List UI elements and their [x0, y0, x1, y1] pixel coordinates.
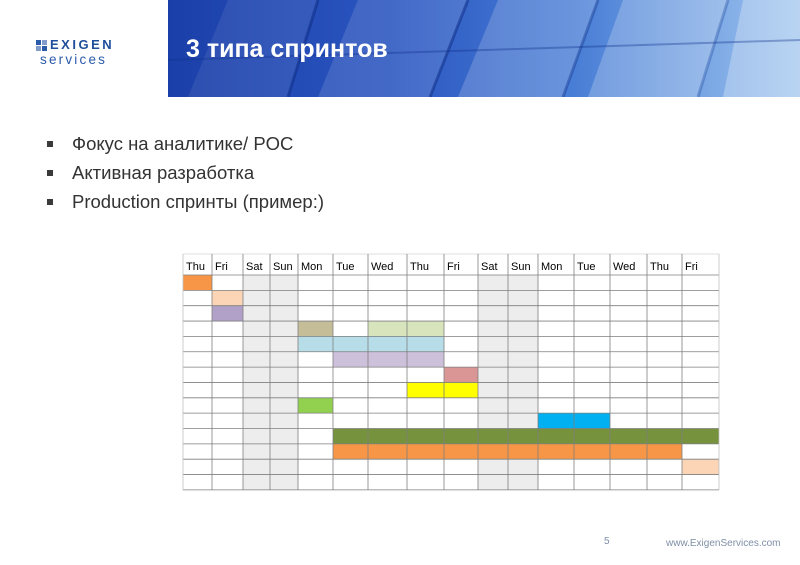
- bullet-item: Активная разработка: [44, 158, 324, 187]
- day-header-label: Tue: [336, 261, 355, 273]
- sprint-task-block: [368, 321, 444, 336]
- bullet-item: Production спринты (пример:): [44, 187, 324, 216]
- sprint-task-block: [333, 352, 444, 367]
- logo-subline: services: [40, 52, 108, 67]
- day-header-label: Fri: [685, 261, 698, 273]
- day-header-label: Thu: [650, 261, 669, 273]
- sprint-task-block: [183, 275, 212, 290]
- slide-title: 3 типа спринтов: [186, 35, 388, 63]
- bullet-item: Фокус на аналитике/ POC: [44, 129, 324, 158]
- sprint-task-block: [333, 444, 682, 459]
- page-number: 5: [604, 536, 610, 547]
- sprint-task-block: [298, 398, 333, 413]
- sprint-task-block: [298, 336, 444, 351]
- sprint-task-block: [333, 429, 719, 444]
- day-header-label: Fri: [447, 261, 460, 273]
- sprint-task-block: [298, 321, 333, 336]
- day-header-label: Sat: [481, 261, 498, 273]
- day-header-label: Sun: [273, 261, 293, 273]
- day-header-label: Thu: [410, 261, 429, 273]
- sprint-task-block: [212, 306, 243, 321]
- day-header-label: Sun: [511, 261, 531, 273]
- sprint-task-block: [407, 382, 478, 397]
- day-header-label: Mon: [301, 261, 323, 273]
- day-header-label: Mon: [541, 261, 563, 273]
- day-header-label: Sat: [246, 261, 263, 273]
- footer-url: www.ExigenServices.com: [666, 538, 781, 549]
- sprint-task-block: [444, 367, 478, 382]
- day-header-label: Fri: [215, 261, 228, 273]
- day-header-label: Thu: [186, 261, 205, 273]
- day-header-label: Wed: [371, 261, 394, 273]
- logo-wordmark: EXIGEN: [50, 37, 115, 52]
- day-header-label: Tue: [577, 261, 596, 273]
- sprint-task-block: [212, 290, 243, 305]
- day-header-label: Wed: [613, 261, 636, 273]
- sprint-task-block: [682, 459, 719, 474]
